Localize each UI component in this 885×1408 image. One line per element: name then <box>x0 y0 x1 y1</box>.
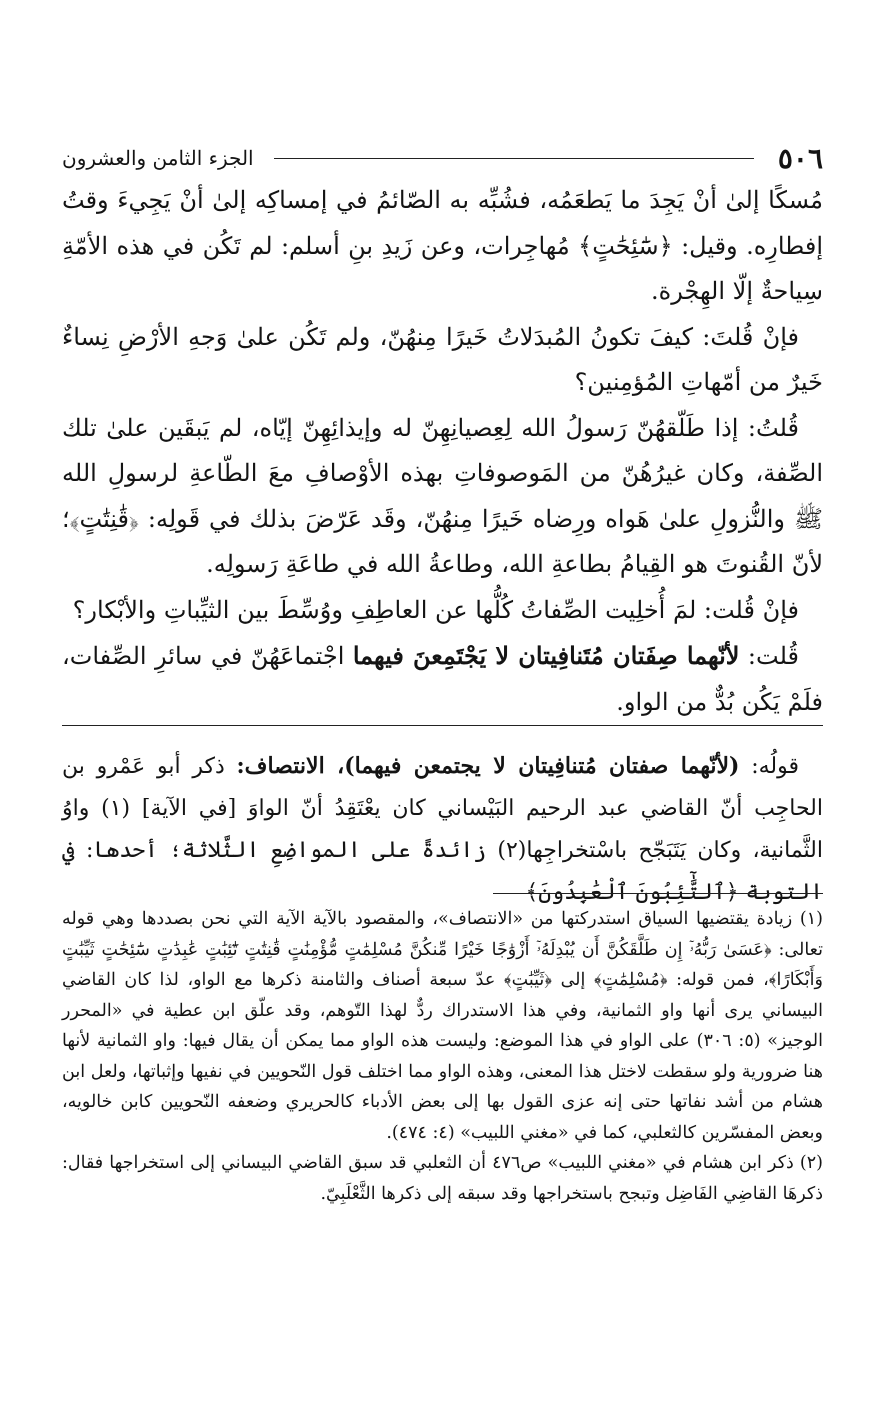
answer-lead: قُلت: <box>739 642 800 670</box>
page-number: ٥٠٦ <box>777 141 823 175</box>
footnote-2: (٢) ذكر ابن هشام في «مغني اللبيب» ص٤٧٦ أن الثعلبي قد سبق القاضي البيساني إلى استخراجها فقال: ذكرهَا القاضِي الفَاضِل وتبجح باستخراجها وقد سبقه إلى ذكرها الثَّعْلَبِيّ. <box>62 1153 823 1204</box>
footnote-1: (١) زيادة يقتضيها السياق استدركتها من «الانتصاف»، والمقصود بالآية الآية التي نحن بصددها وهي قوله تعالى: ﴿عَسَىٰ رَبُّهُۥٓ إِن طَلَّقَكُنَّ أَن يُبْدِلَهُۥٓ أَزْوَٰجًا خَيْرًا مِّنكُنَّ مُسْلِمَٰتٍ مُّؤْمِنَٰتٍ قَٰنِتَٰتٍ تَٰٓئِبَٰتٍ عَٰبِدَٰتٍ سَٰٓئِحَٰتٍ ثَيِّبَٰتٍ وَأَبْكَارًا﴾، فمن قوله: ﴿مُسْلِمَٰتٍ﴾ إلى ﴿ثَيِّبَٰتٍ﴾ عدّ سبعة أصناف والثامنة ذكرها مع الواو، لذا كان القاضي البيساني يرى أنها واو الثمانية، وفي هذا الاستدراك ردٌّ لهذا التّوهم، وقد علّق ابن عطية في «المحرر الوجيز» (٥: ٣٠٦) على الواو في هذا الموضع: وليست هذه الواو مما يمكن أن يقال فيها: واو الثمانية لأنها هنا ضرورية ولو سقطت لاختل هذا المعنى، وهذه الواو مما اختلف قول النّحويين في نفيها وإثباتها، ولعل ابن هشام من أشد نفاتها حتى إنه عزى القول بها إلى بعض الأدباء كالحريري وضعفه النّحويين كابن خالويه، وبعض المفسّرين كالثعلبي، كما في «مغني اللبيب» (٤: ٤٧٤). <box>62 909 823 1143</box>
commentary-text <box>62 745 823 914</box>
commentary-quote: (لأنّهما صفتان مُتنافِيتان لا يجتمعن فيهما)، الانتصاف: <box>236 753 740 779</box>
commentary-lead: قولُه: <box>739 754 799 779</box>
footnote-divider <box>493 893 823 894</box>
main-commentary-divider <box>62 725 823 726</box>
commentary-text-c: زائدةً على المواضِعِ الثَّلاثة؛ أحدها: في التوبة ﴿ٱلتَّٰٓئِبُونَ ٱلْعَٰبِدُونَ﴾ <box>62 838 823 905</box>
main-paragraph-last <box>62 633 823 725</box>
main-paragraph: مُسكًا إلىٰ أنْ يَجِدَ ما يَطعَمُه، فشُبِّه به الصّائمُ في إمساكِه إلىٰ أنْ يَجِيءَ وقتُ إفطارِه. وقيل: ﴿سَٰٓئِحَٰتٍ﴾ مُهاجِرات، وعن زَيدِ بنِ أسلم: لم تَكُن في هذه الأمّةِ سِياحةٌ إلّا الهِجْرة. <box>62 186 823 305</box>
main-paragraph: فإنْ قُلت: لمَ أُخلِيت الصِّفاتُ كُلُّها عن العاطِفِ ووُسِّطَ بين الثيِّباتِ والأبْكار؟ <box>72 595 799 624</box>
footnote-marker-1: (١) <box>101 796 131 821</box>
running-head: الجزء الثامن والعشرون <box>62 146 254 170</box>
commentary-text-a: ذكر أبو عَمْرو بن الحاجِب أنّ القاضي عبد الرحيم البَيْساني كان يعْتَقِدُ أنّ الواوَ [في الآية] <box>62 754 823 821</box>
footnote-marker-2: (٢) <box>497 838 527 863</box>
main-text <box>62 178 823 725</box>
answer-rest: اجْتماعَهُنّ في سائرِ الصِّفات، فلَمْ يَكُن بُدٌّ من الواو. <box>62 642 823 716</box>
footnotes <box>62 904 823 1209</box>
page-header <box>62 138 823 178</box>
main-paragraph: فإنْ قُلتَ: كيفَ تكونُ المُبدَلاتُ خَيرًا مِنهُنّ، ولم تَكُن علىٰ وَجهِ الأرْضِ نِساءٌ خَيرٌ من أمّهاتِ المُؤمِنين؟ <box>62 322 823 396</box>
commentary-paragraph <box>62 745 823 914</box>
answer-bold-text: لأنّهما صِفَتان مُتَنافِيتان لا يَجْتَمِعنَ فيهما <box>352 641 740 670</box>
main-paragraph: قُلتُ: إذا طَلّقهُنّ رَسولُ الله لِعِصيانِهِنّ له وإيذائِهِنّ إيّاه، لم يَبقَين علىٰ تلك الصِّفة، وكان غيرُهُنّ من المَوصوفاتِ بهذه الأوْصافِ معَ الطّاعةِ لرسولِ الله ﷺ والنُّزولِ علىٰ هَواه ورِضاه خَيرًا مِنهُنّ، وقَد عَرّضَ بذلك في قَولِه: ﴿قَٰنِتَٰتٍ﴾؛ لأنّ القُنوتَ هو القِيامُ بطاعةِ الله، وطاعةُ الله في طاعَةِ رَسولِه. <box>62 413 823 578</box>
header-rule <box>274 158 754 159</box>
commentary-text-b: واوُ الثَّمانية، وكان يَتَبَجّح باسْتخراجِها <box>62 796 823 863</box>
